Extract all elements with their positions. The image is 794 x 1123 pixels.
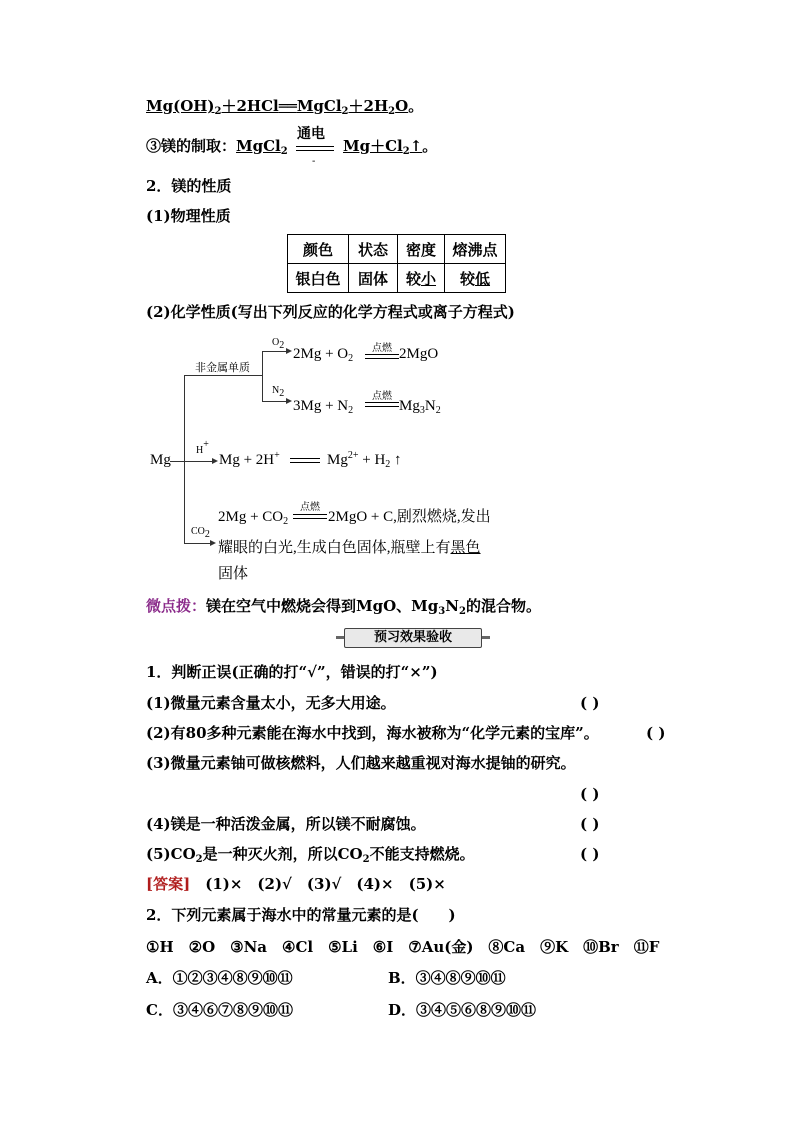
arrow-icon — [286, 348, 292, 354]
equation-description: 固体 — [218, 566, 249, 582]
table-header: 熔沸点 — [445, 235, 506, 264]
ignition-condition: 点燃 — [372, 391, 392, 402]
o2-label: $O_2$ — [272, 337, 285, 351]
table-header: 状态 — [349, 235, 398, 264]
question-2-title: 2．下列元素属于海水中的常量元素的是( ) — [146, 906, 456, 924]
answer-blank: ( ) — [580, 845, 600, 863]
ignition-condition: 点燃 — [372, 343, 392, 354]
h-plus-label: H+ — [196, 439, 209, 456]
connector-line — [170, 461, 184, 462]
equals-sign — [365, 402, 399, 407]
arrow-line — [184, 461, 212, 462]
equals-sign — [293, 514, 327, 519]
answer-blank: ( ) — [646, 724, 666, 742]
arrow-line — [262, 401, 286, 402]
section-title-mg-properties: 2．镁的性质 — [146, 177, 232, 195]
arrow-line — [184, 543, 210, 544]
equation-description: 耀眼的白光,生成白色固体,瓶壁上有黑色 — [218, 540, 481, 556]
mg-preparation-product: $Mg+Cl_2↑$。 — [343, 137, 438, 157]
reaction-text: $Mg(OH)_2+2HCl══MgCl_2+2H_2O$ — [146, 97, 409, 117]
equals-sign — [365, 354, 399, 359]
table-header: 颜色 — [288, 235, 349, 264]
answer-blank: ( ) — [580, 694, 600, 712]
arrow-line — [262, 351, 286, 352]
nonmetal-branch-label: 非金属单质 — [195, 362, 250, 374]
answer-blank: ( ) — [580, 815, 600, 833]
tip-label: 微点拨： — [146, 597, 207, 615]
equals-sign — [296, 146, 334, 151]
tip-note: 微点拨：镁在空气中燃烧会得到MgO、$Mg_3N_2$的混合物。 — [146, 597, 541, 617]
equation-mg-o2: $2Mg + O_2$ — [293, 346, 354, 364]
equation-mg-n2: $3Mg + N_2$ — [293, 398, 354, 416]
condition-dash: - — [312, 156, 316, 167]
table-cell: 银白色 — [288, 264, 349, 293]
statement-item: $(5)CO_2$是一种灭火剂，所以$CO_2$不能支持燃烧。 — [146, 845, 475, 865]
table-cell: 固体 — [349, 264, 398, 293]
equation-product: 2MgO + C,剧烈燃烧,发出 — [328, 509, 491, 525]
electrolysis-condition: 通电 — [297, 126, 325, 142]
statement-item: (2)有80多种元素能在海水中找到，海水被称为“化学元素的宝库”。 — [146, 724, 599, 742]
equation-product: $Mg^{2+} + H_2$ ↑ — [327, 450, 402, 470]
connector-line — [184, 375, 262, 376]
arrow-icon — [210, 540, 216, 546]
statement-item: (3)微量元素铀可做核燃料，人们越来越重视对海水提铀的研究。 — [146, 754, 576, 772]
reaction-mgoh2-hcl: $Mg(OH)_2+2HCl══MgCl_2+2H_2O$。 — [146, 97, 424, 117]
element-list: ①H ②O ③Na ④Cl ⑤Li ⑥I ⑦Au(金) ⑧Ca ⑨K ⑩Br ⑪F — [146, 938, 660, 956]
table-row — [288, 264, 506, 293]
table-cell: 较小 — [398, 264, 445, 293]
statement-item: (1)微量元素含量太小，无多大用途。 — [146, 694, 396, 712]
connector-line — [184, 375, 185, 543]
statement-item: (4)镁是一种活泼金属，所以镁不耐腐蚀。 — [146, 815, 426, 833]
n2-label: $N_2$ — [272, 385, 285, 399]
physical-properties-table — [287, 234, 506, 293]
section-banner: 预习效果验收 — [344, 628, 482, 648]
arrow-icon — [212, 458, 218, 464]
equation-product: $Mg_3N_2$ — [399, 398, 441, 416]
question-1-title: 1．判断正误(正确的打“√”，错误的打“×”) — [146, 663, 438, 681]
option-d: D．③④⑤⑥⑧⑨⑩⑪ — [388, 1001, 537, 1019]
ignition-condition: 点燃 — [300, 502, 320, 513]
answer-label: [答案] — [146, 875, 191, 893]
chemical-properties-title: (2)化学性质(写出下列反应的化学方程式或离子方程式) — [146, 303, 515, 321]
option-a: A．①②③④⑧⑨⑩⑪ — [146, 969, 293, 987]
table-header: 密度 — [398, 235, 445, 264]
table-header-row — [288, 235, 506, 264]
co2-label: $CO_2$ — [191, 526, 210, 540]
equation-mg-h: Mg + 2H+ — [219, 450, 280, 468]
answer-blank: ( ) — [580, 785, 600, 803]
mg-root-label: Mg — [150, 452, 171, 468]
equals-sign — [290, 458, 320, 463]
option-b: B．③④⑧⑨⑩⑪ — [388, 969, 506, 987]
arrow-icon — [286, 398, 292, 404]
connector-line — [262, 351, 263, 401]
physical-properties-title: (1)物理性质 — [146, 207, 231, 225]
mg-preparation-label: ③镁的制取：MgCl$_2$ — [146, 137, 288, 157]
option-c: C．③④⑥⑦⑧⑨⑩⑪ — [146, 1001, 293, 1019]
answer-line: [答案] (1)× (2)√ (3)√ (4)× (5)× — [146, 875, 446, 893]
equation-mg-co2: $2Mg + CO_2$ — [218, 509, 289, 527]
equation-product: 2MgO — [399, 346, 439, 362]
table-cell: 较低 — [445, 264, 506, 293]
